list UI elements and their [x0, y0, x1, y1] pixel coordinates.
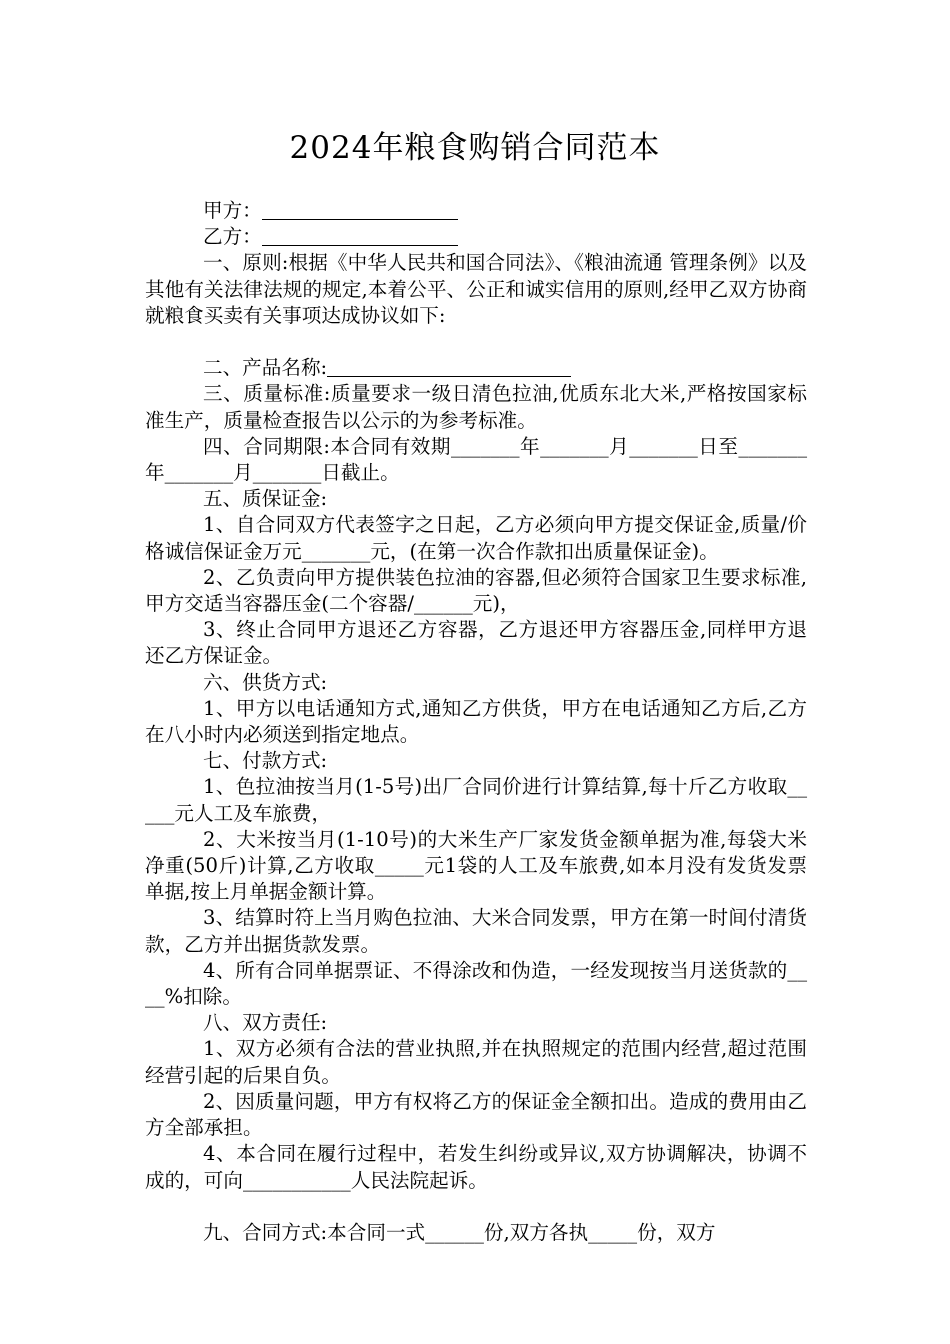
clause-8-1: 1、双方必须有合法的营业执照,并在执照规定的范围内经营,超过范围经营引起的后果自负。	[145, 1037, 807, 1087]
clause-8-2: 2、因质量问题，甲方有权将乙方的保证金全额扣出。造成的费用由乙方全部承担。	[145, 1089, 807, 1140]
clause-7-3: 3、结算时符上当月购色拉油、大米合同发票，甲方在第一时间付清货款，乙方并出据货款发票。	[145, 906, 807, 956]
clause-8-title: 八、双方责任:	[203, 1011, 328, 1035]
clause-5-title: 五、质保证金:	[203, 487, 328, 511]
paragraph-gap	[145, 1194, 807, 1220]
clause-6-title: 六、供货方式:	[203, 670, 328, 694]
clause-7-title: 七、付款方式:	[203, 749, 328, 773]
clause-7-1: 1、色拉油按当月(1-5号)出厂合同价进行计算结算,每十斤乙方收取_____元人工及车旅费，	[145, 775, 807, 825]
product-name-blank	[327, 357, 571, 377]
clause-7-2: 2、大米按当月(1-10号)的大米生产厂家发货金额单据为准,每袋大米净重(50斤)计算,乙方收取_____元1袋的人工及车旅费,如本月没有发货发票单据,按上月单据金额计算。	[145, 827, 807, 904]
party-b-blank	[262, 226, 458, 246]
clause-7-4: 4、所有合同单据票证、不得涂改和伪造，一经发现按当月送货款的____%扣除。	[145, 958, 807, 1009]
clause-5-1: 1、自合同双方代表签字之日起，乙方必须向甲方提交保证金,质量/价格诚信保证金万元_______元，(在第一次合作款扣出质量保证金)。	[145, 513, 807, 563]
clause-5-2: 2、乙负责向甲方提供装色拉油的容器,但必须符合国家卫生要求标准,甲方交适当容器压金(二个容器/______元)，	[145, 565, 807, 616]
clause-3: 三、质量标准:质量要求一级日清色拉油,优质东北大米,严格按国家标准生产，质量检查报告以公示的为参考标准。	[145, 382, 807, 432]
clause-6-1: 1、甲方以电话通知方式,通知乙方供货，甲方在电话通知乙方后,乙方在八小时内必须送到指定地点。	[145, 696, 807, 747]
clause-2	[145, 355, 807, 381]
party-a-label: 甲方：	[203, 199, 262, 222]
party-b-line	[145, 224, 807, 250]
contract-body	[145, 198, 807, 1246]
clause-4: 四、合同期限:本合同有效期_______年_______月_______日至_______年_______月_______日截止。	[145, 434, 807, 485]
party-b-label: 乙方：	[203, 225, 262, 249]
paragraph-gap	[145, 329, 807, 355]
party-a-blank	[262, 200, 458, 220]
party-a-line	[145, 198, 807, 224]
document-title: 2024年粮食购销合同范本	[289, 130, 661, 166]
clause-5-3: 3、终止合同甲方退还乙方容器，乙方退还甲方容器压金,同样甲方退还乙方保证金。	[145, 618, 807, 668]
clause-9: 九、合同方式:本合同一式______份,双方各执_____份，双方	[203, 1220, 716, 1244]
clause-8-4: 4、本合同在履行过程中，若发生纠纷或异议,双方协调解决，协调不成的，可向___________人民法院起诉。	[145, 1142, 807, 1192]
clause-2-label: 二、产品名称:	[203, 356, 328, 380]
clause-1: 一、原则:根据《中华人民共和国合同法》、《粮油流通 管理条例》以及其他有关法律法规的规定,本着公平、公正和诚实信用的原则,经甲乙双方协商就粮食买卖有关事项达成协议如下:	[145, 251, 807, 327]
